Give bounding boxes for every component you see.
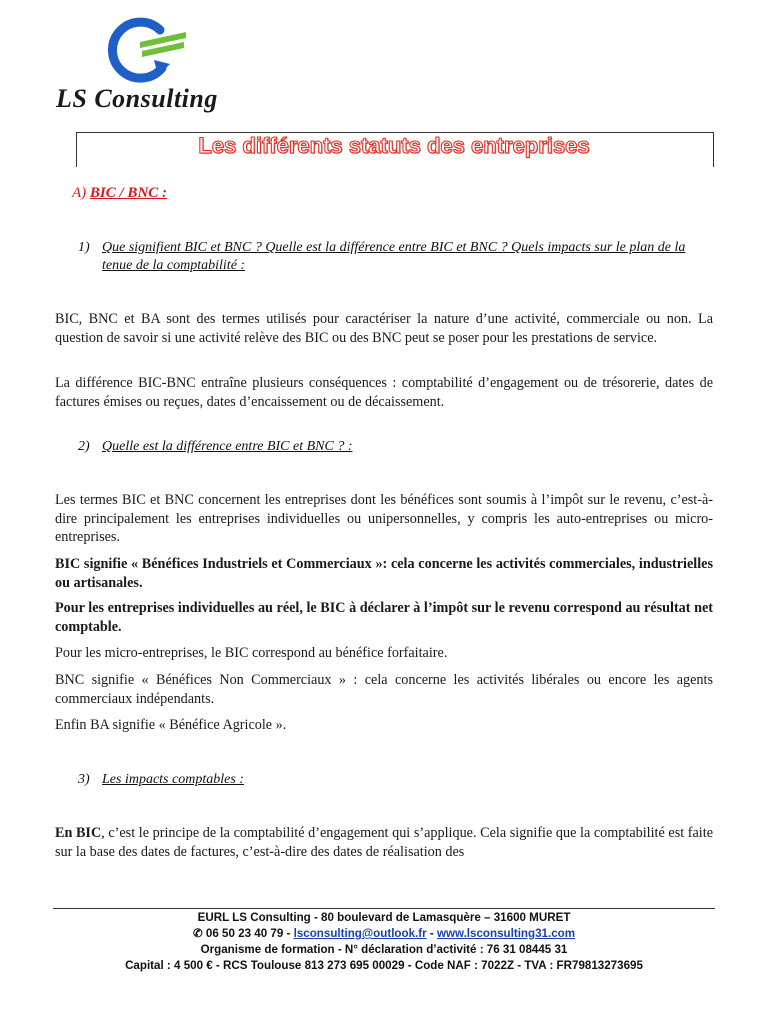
question-text: Quelle est la différence entre BIC et BNC ? : (102, 439, 353, 454)
section-letter: A) (72, 185, 87, 201)
question-2 (78, 438, 716, 456)
question-number: 3) (78, 772, 90, 787)
paragraph-8: Enfin BA signifie « Bénéfice Agricole ». (55, 717, 287, 733)
question-number: 2) (78, 439, 90, 454)
footer-phone: 06 50 23 40 79 - (205, 927, 294, 940)
paragraph-lead: En BIC (55, 825, 102, 841)
footer-divider (53, 908, 715, 909)
paragraph-6: Pour les micro-entreprises, le BIC correspond au bénéfice forfaitaire. (55, 645, 448, 661)
footer-contact (40, 926, 728, 942)
paragraph-body: , c’est le principe de la comptabilité d’engagement qui s’applique. Cela signifie que la comptabilité est faite sur la base des dates de factures, c’est-à-dire des dates de réalisation des (55, 825, 713, 860)
footer-legal-info: Capital : 4 500 € - RCS Toulouse 813 273 695 00029 - Code NAF : 7022Z - TVA : FR79813273695 (125, 959, 643, 972)
footer-address: EURL LS Consulting - 80 boulevard de Lamasquère – 31600 MURET (197, 911, 571, 924)
phone-icon: ✆ (192, 927, 203, 940)
question-3 (78, 771, 716, 789)
question-1 (78, 239, 716, 275)
paragraph-7: BNC signifie « Bénéfices Non Commerciaux » : cela concerne les activités libérales ou encore les agents commerciaux indépendants. (55, 672, 713, 707)
section-label: BIC / BNC : (89, 185, 168, 201)
footer-email-link[interactable]: lsconsulting@outlook.fr (293, 927, 427, 940)
question-number: 1) (78, 240, 90, 255)
brand-name: LS Consulting (56, 84, 218, 113)
question-text: Que signifient BIC et BNC ? Quelle est la différence entre BIC et BNC ? Quels impacts sur le plan de la tenue de la comptabilité : (102, 240, 686, 273)
section-heading (72, 185, 167, 202)
question-text: Les impacts comptables : (102, 772, 244, 787)
paragraph-1: BIC, BNC et BA sont des termes utilisés pour caractériser la nature d’une activité, commerciale ou non. La question de savoir si une activité relève des BIC ou des BNC peut se poser pour les prestations de service. (55, 311, 713, 346)
paragraph-2: La différence BIC-BNC entraîne plusieurs conséquences : comptabilité d’engagement ou de trésorerie, dates de factures émises ou reçues, dates d’encaissement ou de décaissement. (55, 375, 713, 410)
ls-consulting-logo (100, 16, 190, 86)
footer-separator: - (426, 927, 437, 940)
paragraph-5: Pour les entreprises individuelles au réel, le BIC à déclarer à l’impôt sur le revenu correspond au résultat net comptable. (55, 600, 713, 635)
paragraph-3: Les termes BIC et BNC concernent les entreprises dont les bénéfices sont soumis à l’impôt sur le revenu, c’est-à-dire principalement les entreprises individuelles ou unipersonnelles, y compris les auto-entreprises ou micro-entreprises. (55, 492, 713, 545)
page-title: Les différents statuts des entreprises (198, 133, 590, 158)
footer-website-link[interactable]: www.lsconsulting31.com (436, 927, 576, 940)
footer-training-info: Organisme de formation - N° déclaration d’activité : 76 31 08445 31 (200, 943, 568, 956)
logo-green-stripes (140, 32, 186, 57)
paragraph-9 (55, 824, 713, 861)
paragraph-4: BIC signifie « Bénéfices Industriels et Commerciaux »: cela concerne les activités commerciales, industrielles ou artisanales. (55, 556, 713, 591)
